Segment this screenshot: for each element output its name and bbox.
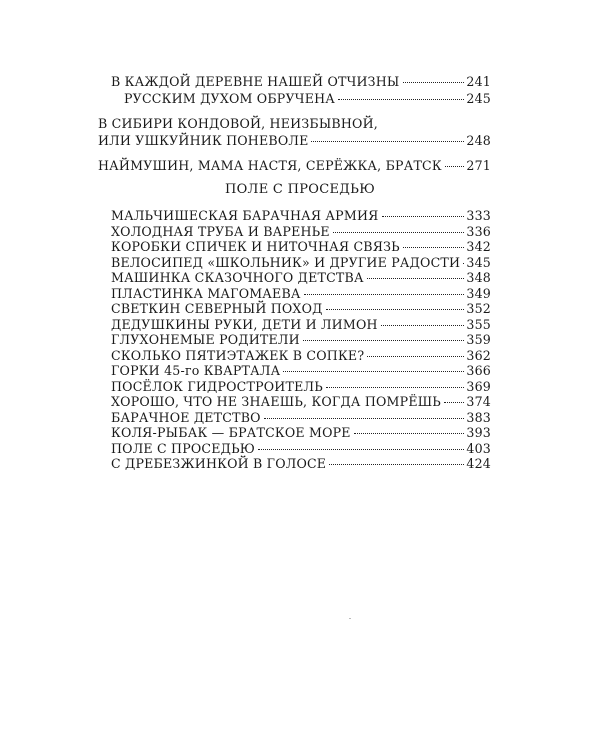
toc-entry xyxy=(111,238,491,255)
toc-leader-dots xyxy=(338,99,464,100)
toc-entry-page: 271 xyxy=(466,158,491,173)
toc-leader-dots xyxy=(367,356,464,357)
toc-entry-title: МАЛЬЧИШЕСКАЯ БАРАЧНАЯ АРМИЯ xyxy=(111,208,379,223)
toc-leader-dots xyxy=(382,216,465,217)
toc-entry xyxy=(111,269,491,286)
toc-entry-title: ВЕЛОСИПЕД «ШКОЛЬНИК» И ДРУГИЕ РАДОСТИ xyxy=(111,254,461,270)
toc-entry-title: С ДРЕБЕЗЖИНКОЙ В ГОЛОСЕ xyxy=(111,456,327,471)
toc-entry-title: СВЕТКИН СЕВЕРНЫЙ ПОХОД xyxy=(111,301,323,316)
toc-entry-page: 245 xyxy=(466,91,491,106)
toc-entry xyxy=(111,409,491,426)
toc-entry xyxy=(111,424,491,441)
toc-leader-dots xyxy=(304,294,465,295)
toc-entry-title: ПОЛЕ С ПРОСЕДЬЮ xyxy=(111,440,256,456)
toc-entry-page: 248 xyxy=(466,133,491,148)
toc-entry-title: ГЛУХОНЕМЫЕ РОДИТЕЛИ xyxy=(111,332,300,347)
toc-leader-dots xyxy=(445,166,465,167)
toc-leader-dots xyxy=(367,278,465,279)
toc-entry xyxy=(111,455,491,472)
toc-leader-dots xyxy=(326,309,465,310)
toc-entry-page: 383 xyxy=(466,409,491,425)
toc-entry-page: 241 xyxy=(466,74,491,89)
toc-entry-title: ХОЛОДНАЯ ТРУБА И ВАРЕНЬЕ xyxy=(111,223,330,239)
toc-entry-page: 359 xyxy=(466,332,491,347)
toc-entry-page: 333 xyxy=(466,208,491,223)
toc-entry-title: КОЛЯ-РЫБАК — БРАТСКОЕ МОРЕ xyxy=(111,425,351,440)
toc-entry-title: МАШИНКА СКАЗОЧНОГО ДЕТСТВА xyxy=(111,270,364,285)
toc-entry-page: 349 xyxy=(466,285,491,301)
toc-entry-page: 374 xyxy=(466,394,491,409)
toc-leader-dots xyxy=(258,449,464,450)
toc-entry xyxy=(111,347,491,364)
toc-entry xyxy=(111,440,491,457)
section-heading: ПОЛЕ С ПРОСЕДЬЮ xyxy=(224,182,376,197)
toc-entry-title-line1: В СИБИРИ КОНДОВОЙ, НЕИЗБЫВНОЙ, xyxy=(98,116,378,131)
toc-leader-dots xyxy=(326,387,464,388)
toc-entry-page: 348 xyxy=(466,270,491,285)
toc-leader-dots xyxy=(333,232,465,233)
toc-entry-page: 403 xyxy=(466,440,491,456)
toc-entry-page: 424 xyxy=(466,456,491,471)
toc-entry-page: 366 xyxy=(466,363,491,378)
toc-leader-dots xyxy=(403,82,465,83)
toc-entry-title: ХОРОШО, ЧТО НЕ ЗНАЕШЬ, КОГДА ПОМРЁШЬ xyxy=(111,394,441,409)
toc-entry-title: РУССКИМ ДУХОМ ОБРУЧЕНА xyxy=(124,91,336,106)
toc-entry xyxy=(111,362,491,379)
toc-entry xyxy=(111,223,491,240)
toc-leader-dots xyxy=(283,371,464,372)
toc-leader-dots xyxy=(311,141,464,142)
toc-entry xyxy=(98,157,491,174)
toc-leader-dots xyxy=(264,418,465,419)
toc-entry-page: 336 xyxy=(466,223,491,239)
toc-entry-page: 352 xyxy=(466,301,491,316)
toc-leader-dots xyxy=(354,433,465,434)
toc-entry-title: НАЙМУШИН, МАМА НАСТЯ, СЕРЁЖКА, БРАТСК xyxy=(98,158,442,173)
toc-entry xyxy=(98,132,491,149)
paper-speck xyxy=(349,618,351,619)
toc-entry-page: 345 xyxy=(466,254,491,270)
toc-entry xyxy=(111,254,491,271)
toc-entry xyxy=(111,331,491,348)
toc-entry-page: 355 xyxy=(466,316,491,332)
toc-entry-title: БАРАЧНОЕ ДЕТСТВО xyxy=(111,409,261,425)
toc-leader-dots xyxy=(463,263,464,264)
toc-entry-page: 393 xyxy=(466,425,491,440)
toc-entry-title: ДЕДУШКИНЫ РУКИ, ДЕТИ И ЛИМОН xyxy=(111,316,378,332)
toc-entry-title: СКОЛЬКО ПЯТИЭТАЖЕК В СОПКЕ? xyxy=(111,347,365,363)
toc-entry xyxy=(111,300,491,317)
toc-entry-title-line2: ИЛИ УШКУЙНИК ПОНЕВОЛЕ xyxy=(98,133,309,148)
toc-entry xyxy=(111,393,491,410)
toc-entry-title: ПОСЁЛОК ГИДРОСТРОИТЕЛЬ xyxy=(111,378,323,394)
toc-entry-title: В КАЖДОЙ ДЕРЕВНЕ НАШЕЙ ОТЧИЗНЫ xyxy=(111,74,400,89)
toc-entry-title: ГОРКИ 45-го КВАРТАЛА xyxy=(111,363,281,378)
toc-entry-page: 362 xyxy=(466,347,491,363)
toc-leader-dots xyxy=(444,402,464,403)
toc-entry-title: КОРОБКИ СПИЧЕК И НИТОЧНАЯ СВЯЗЬ xyxy=(111,239,400,254)
toc-entry xyxy=(124,90,491,107)
toc-leader-dots xyxy=(329,464,464,465)
toc-entry xyxy=(111,316,491,333)
toc-entry xyxy=(111,285,491,302)
toc-entry xyxy=(111,207,491,224)
toc-entry-page: 369 xyxy=(466,378,491,394)
toc-leader-dots xyxy=(303,340,465,341)
toc-leader-dots xyxy=(381,325,465,326)
toc-entry-title: ПЛАСТИНКА МАГОМАЕВА xyxy=(111,285,301,301)
toc-entry-page: 342 xyxy=(466,239,491,254)
toc-leader-dots xyxy=(403,247,465,248)
toc-entry xyxy=(111,378,491,395)
toc-entry xyxy=(111,73,491,90)
